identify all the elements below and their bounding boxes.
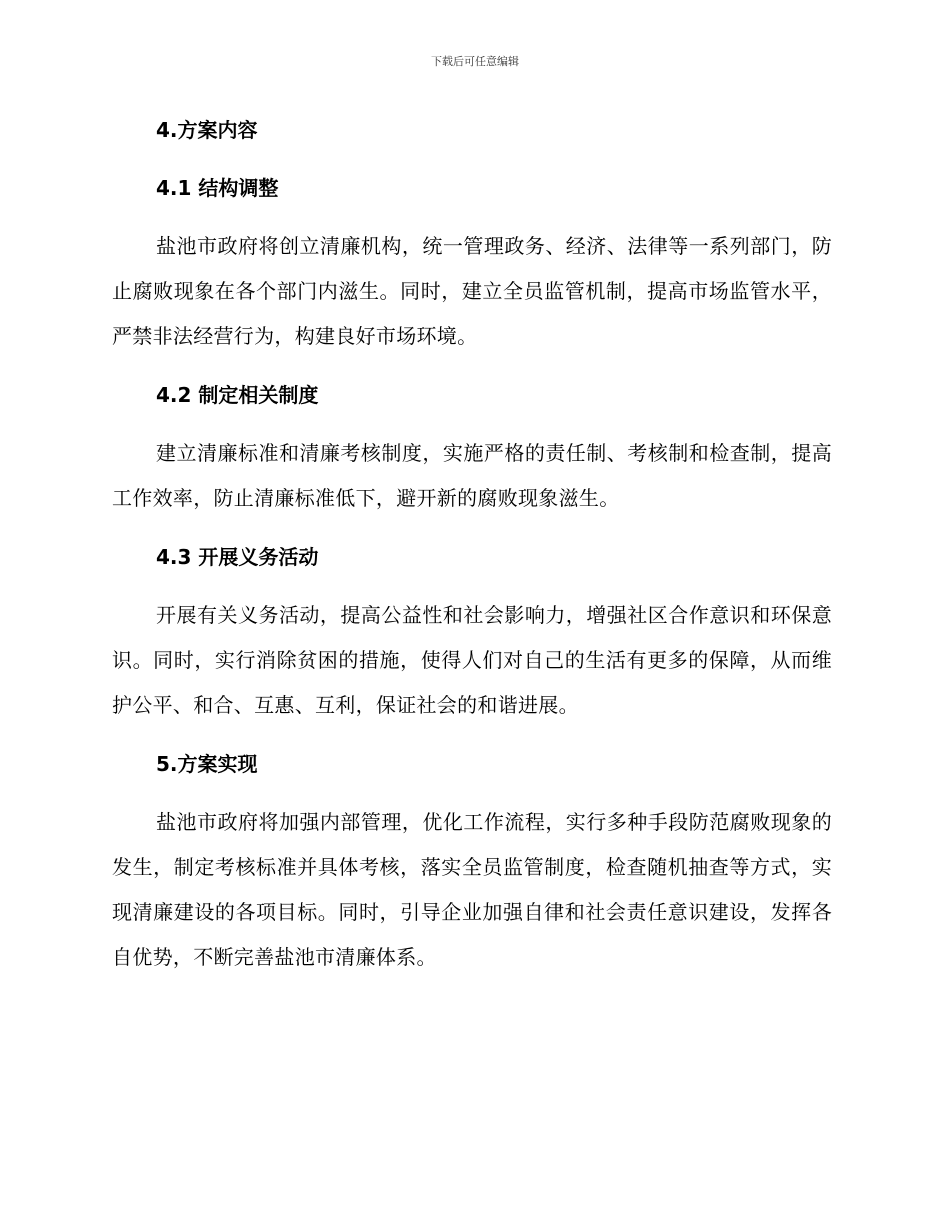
heading-4-plan-content: 4.方案内容 <box>156 118 258 142</box>
paragraph-plan-implementation: 盐池市政府将加强内部管理，优化工作流程，实行多种手段防范腐败现象的发生，制定考核标准并具体考核，落实全员监管制度，检查随机抽查等方式，实现清廉建设的各项目标。同时，引导企业加强自律和社会责任意识建设，发挥各自优势，不断完善盐池市清廉体系。 <box>112 810 832 969</box>
paragraph-volunteer-activities: 开展有关义务活动，提高公益性和社会影响力，增强社区合作意识和环保意识。同时，实行消除贫困的措施，使得人们对自己的生活有更多的保障，从而维护公平、和合、互惠、互利，保证社会的和谐进展。 <box>112 603 832 717</box>
paragraph-structure-adjustment: 盐池市政府将创立清廉机构，统一管理政务、经济、法律等一系列部门，防止腐败现象在各个部门内滋生。同时，建立全员监管机制，提高市场监管水平，严禁非法经营行为，构建良好市场环境。 <box>112 234 832 348</box>
document-body <box>112 108 832 994</box>
paragraph-establish-systems: 建立清廉标准和清廉考核制度，实施严格的责任制、考核制和检查制，提高工作效率，防止清廉标准低下，避开新的腐败现象滋生。 <box>112 441 832 510</box>
header-note: 下载后可任意编辑 <box>431 55 519 68</box>
heading-4-1-structure-adjustment: 4.1 结构调整 <box>156 176 279 200</box>
heading-4-3-volunteer-activities: 4.3 开展义务活动 <box>156 545 319 569</box>
heading-4-2-establish-systems: 4.2 制定相关制度 <box>156 383 319 407</box>
heading-5-plan-implementation: 5.方案实现 <box>156 752 258 776</box>
